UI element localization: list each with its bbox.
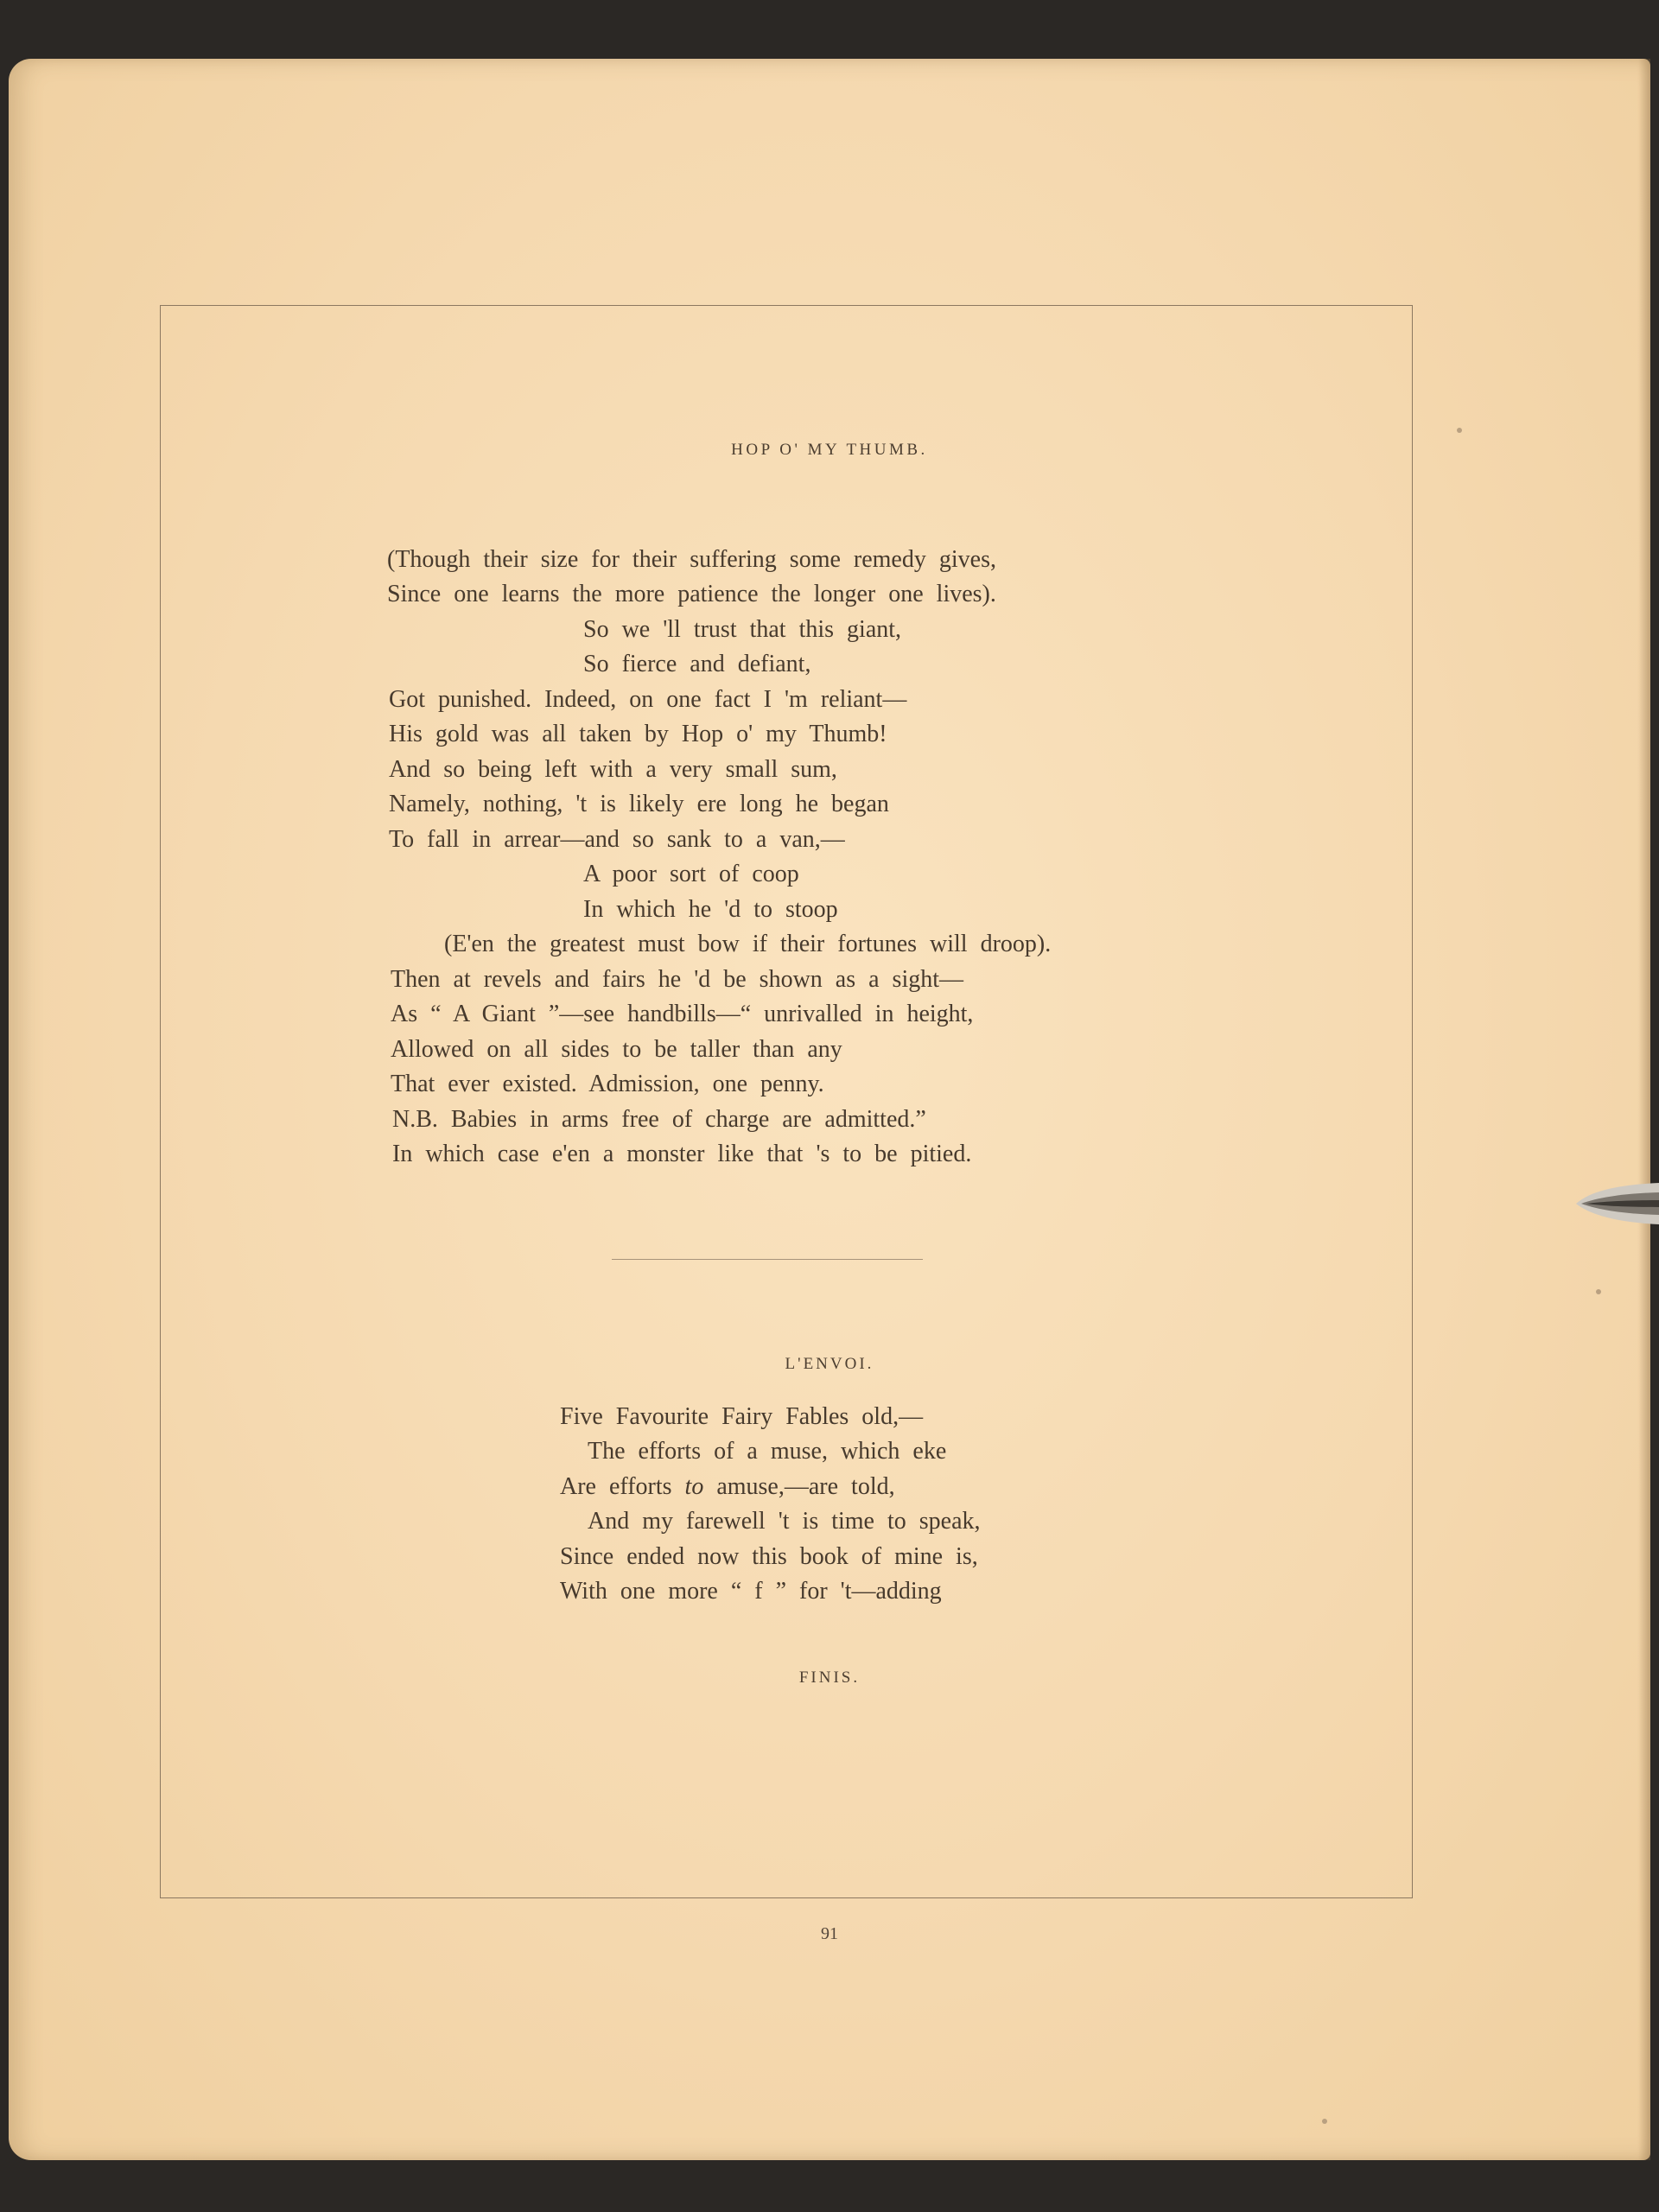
poem-line: (Though their size for their suffering some remedy gives, bbox=[387, 546, 996, 573]
poem-line: So we 'll trust that this giant, bbox=[583, 616, 902, 643]
poem-line: As “ A Giant ”—see handbills—“ unrivalled in height, bbox=[391, 1001, 974, 1027]
envoi-line-part: amuse,—are told, bbox=[716, 1473, 895, 1500]
page-number: 91 bbox=[821, 1924, 838, 1943]
poem-line: So fierce and defiant, bbox=[583, 651, 811, 677]
poem-line: In which case e'en a monster like that 's to be pitied. bbox=[392, 1141, 972, 1167]
poem-line: His gold was all taken by Hop o' my Thumb! bbox=[389, 721, 887, 747]
paper-speck bbox=[1596, 1289, 1601, 1294]
poem-line: In which he 'd to stoop bbox=[583, 896, 838, 923]
envoi-line: Since ended now this book of mine is, bbox=[560, 1543, 978, 1570]
section-divider bbox=[612, 1259, 923, 1260]
italic-word: to bbox=[684, 1473, 704, 1500]
poem-line: A poor sort of coop bbox=[583, 861, 799, 887]
poem-line: To fall in arrear—and so sank to a van,— bbox=[389, 826, 845, 853]
poem-line: Got punished. Indeed, on one fact I 'm reliant— bbox=[389, 686, 907, 713]
poem-line: Then at revels and fairs he 'd be shown as a sight— bbox=[391, 966, 963, 993]
finis-label: FINIS. bbox=[798, 1669, 861, 1687]
poem-line: Allowed on all sides to be taller than any bbox=[391, 1036, 842, 1063]
envoi-line-part: Are efforts bbox=[560, 1473, 672, 1500]
envoi-line: The efforts of a muse, which eke bbox=[588, 1438, 947, 1465]
envoi-line: With one more “ f ” for 't—adding bbox=[560, 1578, 942, 1605]
poem-line: And so being left with a very small sum, bbox=[389, 756, 837, 783]
poem-line: That ever existed. Admission, one penny. bbox=[391, 1071, 824, 1097]
envoi-line bbox=[560, 1471, 895, 1503]
envoi-line: Five Favourite Fairy Fables old,— bbox=[560, 1403, 924, 1430]
paper-speck bbox=[1322, 2119, 1327, 2124]
bookmark-clip-icon bbox=[1574, 1179, 1659, 1228]
poem-line: (E'en the greatest must bow if their fortunes will droop). bbox=[444, 931, 1052, 957]
poem-line: N.B. Babies in arms free of charge are admitted.” bbox=[392, 1106, 926, 1133]
page-edge-shadow bbox=[1638, 59, 1650, 2160]
poem-line: Namely, nothing, 't is likely ere long he began bbox=[389, 791, 889, 817]
paper-speck bbox=[1457, 428, 1462, 433]
envoi-heading: L'ENVOI. bbox=[785, 1355, 874, 1373]
envoi-line: And my farewell 't is time to speak, bbox=[588, 1508, 981, 1535]
poem-line: Since one learns the more patience the longer one lives). bbox=[387, 581, 996, 607]
running-head: HOP O' MY THUMB. bbox=[731, 441, 928, 459]
